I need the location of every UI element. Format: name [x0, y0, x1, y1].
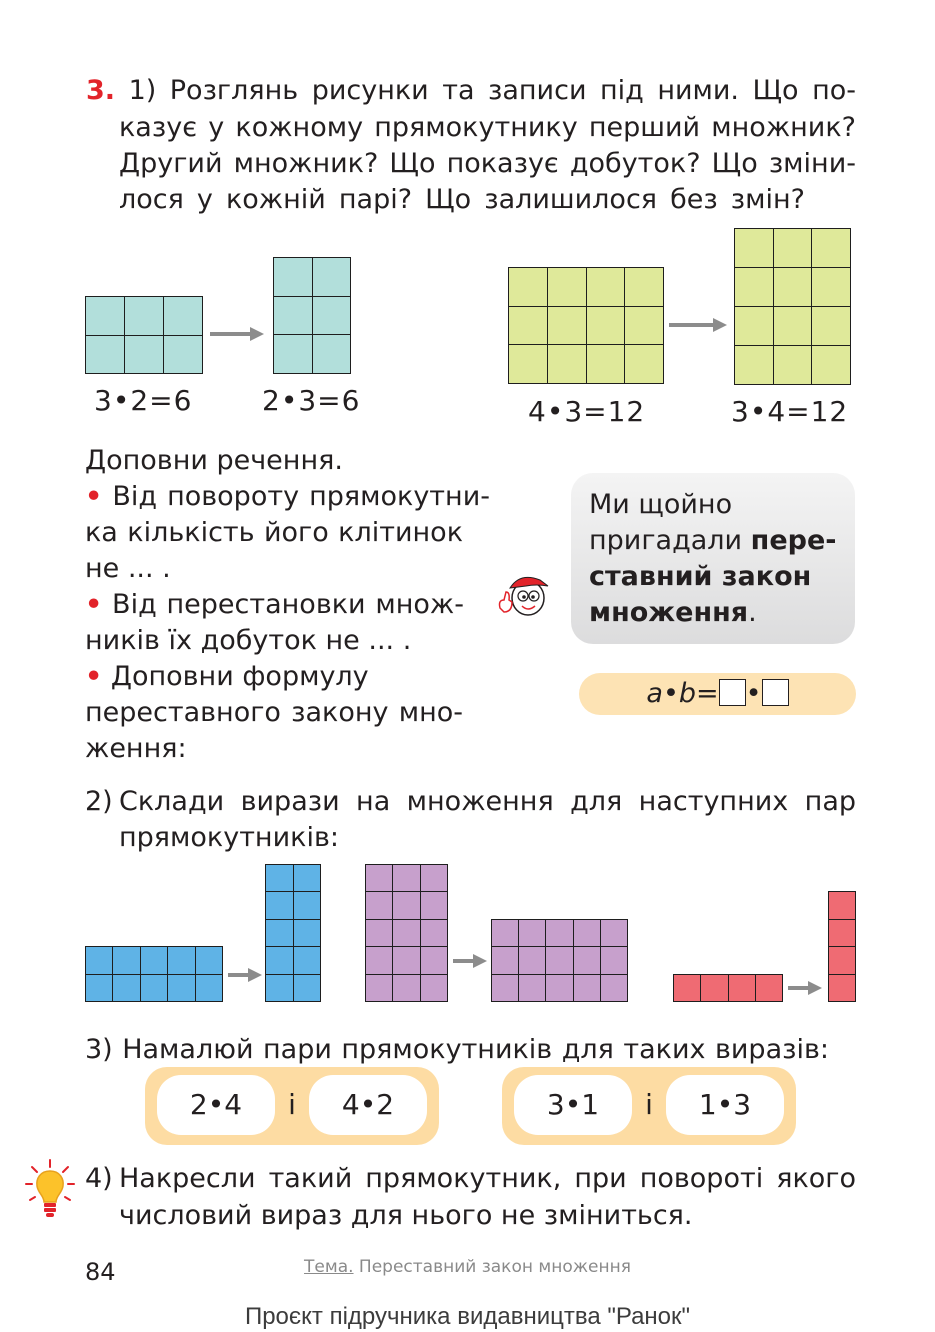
bullet-3-line-1: • Доповни формулу: [85, 661, 369, 692]
part4-line-1: Накресли такий прямокутник, при повороті якого: [119, 1163, 856, 1194]
grid-cell: [196, 947, 223, 975]
rect-3x5: [365, 864, 448, 1002]
grid-cell: [674, 975, 701, 1002]
grid-cell: [266, 865, 294, 892]
grid-cell: [774, 307, 813, 346]
grid-cell: [168, 947, 195, 975]
expression-and: і: [288, 1088, 296, 1121]
mascot-icon: [496, 572, 552, 620]
equation-3x4: 3•4=12: [731, 395, 849, 428]
task-intro-line-1: 3. 1) Розглянь рисунки та записи під ними. Що по-: [86, 75, 856, 106]
grid-cell: [421, 865, 448, 892]
grid-cell: [125, 297, 164, 336]
grid-cell: [274, 335, 313, 374]
task-intro-line-3: Другий множник? Що показує добуток? Що зміни-: [119, 148, 856, 179]
rect-5x3: [491, 919, 628, 1002]
grid-cell: [313, 258, 352, 297]
part2-label: 2): [85, 786, 113, 817]
rect-2x3: [273, 257, 351, 374]
equation-2x3: 2•3=6: [262, 384, 361, 417]
rect-3x2: [85, 296, 203, 374]
rule-bubble: [571, 473, 855, 644]
grid-cell: [393, 920, 420, 947]
grid-cell: [86, 336, 125, 375]
grid-cell: [492, 920, 519, 947]
grid-cell: [294, 865, 322, 892]
grid-cell: [519, 920, 546, 947]
grid-cell: [393, 892, 420, 919]
grid-cell: [574, 947, 601, 974]
grid-cell: [266, 892, 294, 919]
grid-cell: [492, 947, 519, 974]
formula-blank-box[interactable]: [762, 679, 789, 706]
grid-cell: [492, 975, 519, 1002]
arrow-icon: [667, 315, 729, 335]
grid-cell: [313, 297, 352, 336]
grid-cell: [294, 947, 322, 974]
formula-blank-box[interactable]: [719, 679, 746, 706]
grid-cell: [812, 307, 851, 346]
part3-text: 3) Намалюй пари прямокутників для таких виразів:: [85, 1034, 829, 1065]
grid-cell: [829, 892, 856, 920]
grid-cell: [812, 268, 851, 307]
grid-cell: [86, 975, 113, 1003]
grid-cell: [366, 920, 393, 947]
grid-cell: [313, 335, 352, 374]
grid-cell: [294, 892, 322, 919]
grid-cell: [164, 297, 203, 336]
grid-cell: [546, 975, 573, 1002]
grid-cell: [164, 336, 203, 375]
rect-1x4: [828, 891, 856, 1002]
equation-4x3: 4•3=12: [528, 395, 646, 428]
grid-cell: [421, 975, 448, 1002]
rect-3x4: [734, 228, 851, 385]
grid-cell: [141, 947, 168, 975]
task-number: 3.: [86, 75, 116, 106]
grid-cell: [601, 947, 628, 974]
bullet-1-line-1: • Від повороту прямокутни-: [85, 481, 490, 512]
bullet-3-line-2: переставного закону мно-: [85, 697, 463, 728]
grid-cell: [812, 229, 851, 268]
publisher-note: Проєкт підручника видавництва "Ранок": [244, 1303, 691, 1330]
grid-cell: [509, 345, 548, 384]
bullet-1-line-2: ка кількість його клітинок: [85, 517, 463, 548]
grid-cell: [509, 307, 548, 346]
grid-cell: [829, 947, 856, 975]
grid-cell: [421, 947, 448, 974]
complete-heading: Доповни речення.: [85, 445, 343, 476]
grid-cell: [519, 975, 546, 1002]
rect-4x1: [673, 974, 783, 1002]
grid-cell: [421, 892, 448, 919]
grid-cell: [756, 975, 783, 1002]
lightbulb-icon: [24, 1158, 76, 1224]
bullet-2-line-1: • Від перестановки множ-: [85, 589, 464, 620]
grid-cell: [421, 920, 448, 947]
rect-4x3: [508, 267, 664, 384]
page-number: 84: [85, 1258, 116, 1286]
grid-cell: [168, 975, 195, 1003]
grid-cell: [587, 268, 626, 307]
grid-cell: [509, 268, 548, 307]
grid-cell: [735, 307, 774, 346]
grid-cell: [294, 920, 322, 947]
grid-cell: [574, 920, 601, 947]
bubble-line-2: пригадали пере-: [589, 525, 837, 556]
grid-cell: [829, 920, 856, 948]
grid-cell: [548, 345, 587, 384]
grid-cell: [393, 947, 420, 974]
bullet-dot: •: [85, 589, 103, 620]
expression-pair-1: [145, 1067, 439, 1145]
grid-cell: [587, 307, 626, 346]
task-intro-line-2: казує у кожному прямокутнику перший множник?: [119, 112, 856, 143]
expression-and: і: [645, 1088, 653, 1121]
rect-2x5: [265, 864, 321, 1002]
grid-cell: [125, 336, 164, 375]
grid-cell: [574, 975, 601, 1002]
part2-line-1: Склади вирази на множення для наступних пар: [119, 786, 856, 817]
bullet-3-line-3: ження:: [85, 733, 187, 764]
bullet-dot: •: [85, 481, 103, 512]
grid-cell: [735, 346, 774, 385]
grid-cell: [625, 345, 664, 384]
footer-topic: Тема. Переставний закон множення: [304, 1257, 631, 1277]
grid-cell: [587, 345, 626, 384]
arrow-icon: [226, 965, 264, 985]
expression-pill: 2•4: [157, 1075, 275, 1135]
grid-cell: [546, 947, 573, 974]
expression-pill: 1•3: [666, 1075, 784, 1135]
part2-line-2: прямокутників:: [119, 822, 339, 853]
arrow-icon: [786, 978, 824, 998]
grid-cell: [366, 947, 393, 974]
grid-cell: [625, 307, 664, 346]
grid-cell: [701, 975, 728, 1002]
grid-cell: [141, 975, 168, 1003]
grid-cell: [774, 268, 813, 307]
grid-cell: [548, 307, 587, 346]
grid-cell: [113, 975, 140, 1003]
arrow-icon: [451, 951, 489, 971]
grid-cell: [366, 975, 393, 1002]
grid-cell: [113, 947, 140, 975]
grid-cell: [735, 229, 774, 268]
bubble-line-1: Ми щойно: [589, 489, 733, 520]
grid-cell: [294, 975, 322, 1002]
part4-line-2: числовий вираз для нього не зміниться.: [119, 1200, 693, 1231]
equation-3x2: 3•2=6: [94, 384, 193, 417]
expression-pill: 3•1: [514, 1075, 632, 1135]
bullet-dot: •: [85, 661, 103, 692]
grid-cell: [393, 975, 420, 1002]
grid-cell: [774, 229, 813, 268]
formula-a: a: [646, 678, 663, 709]
grid-cell: [274, 258, 313, 297]
commutative-formula: a•b= •: [579, 673, 856, 715]
task-intro-line-4: лося у кожній парі? Що залишилося без змін?: [119, 184, 805, 215]
grid-cell: [546, 920, 573, 947]
arrow-icon: [208, 324, 266, 344]
grid-cell: [829, 975, 856, 1003]
grid-cell: [86, 947, 113, 975]
grid-cell: [266, 975, 294, 1002]
grid-cell: [196, 975, 223, 1003]
grid-cell: [366, 865, 393, 892]
grid-cell: [601, 975, 628, 1002]
bubble-line-3: ставний закон: [589, 561, 812, 592]
grid-cell: [86, 297, 125, 336]
bullet-2-line-2: ників їх добуток не ... .: [85, 625, 412, 656]
grid-cell: [519, 947, 546, 974]
grid-cell: [625, 268, 664, 307]
grid-cell: [266, 947, 294, 974]
rect-5x2: [85, 946, 223, 1002]
grid-cell: [601, 920, 628, 947]
bullet-1-line-3: не ... .: [85, 553, 171, 584]
grid-cell: [266, 920, 294, 947]
grid-cell: [548, 268, 587, 307]
grid-cell: [774, 346, 813, 385]
expression-pair-2: [502, 1067, 796, 1145]
grid-cell: [735, 268, 774, 307]
grid-cell: [812, 346, 851, 385]
part4-label: 4): [85, 1163, 113, 1194]
expression-pill: 4•2: [309, 1075, 427, 1135]
grid-cell: [393, 865, 420, 892]
grid-cell: [274, 297, 313, 336]
grid-cell: [366, 892, 393, 919]
bubble-line-4: множення.: [589, 597, 757, 628]
grid-cell: [729, 975, 756, 1002]
formula-b: b: [678, 678, 697, 709]
